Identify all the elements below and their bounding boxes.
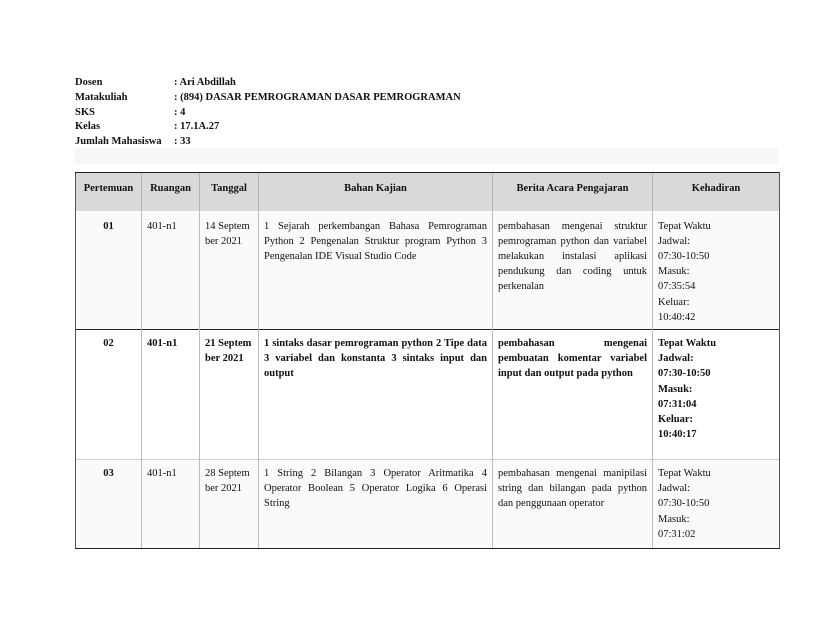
jumlah-mahasiswa-label: Jumlah Mahasiswa — [75, 136, 162, 148]
dosen-label: Dosen — [75, 77, 103, 88]
tanggal-cell: 21 September 2021 — [200, 330, 259, 460]
masuk-value: 07:31:02 — [658, 528, 696, 540]
teaching-record-table — [75, 172, 780, 549]
jadwal-label: Jadwal: — [658, 483, 691, 495]
kehadiran-status: Tepat Waktu — [658, 338, 717, 349]
ruangan-cell: 401-n1 — [142, 211, 200, 330]
keluar-value: 10:40:17 — [658, 429, 697, 441]
masuk-value: 07:35:54 — [658, 281, 696, 293]
keluar-label: Keluar: — [658, 414, 693, 426]
kehadiran-cell — [653, 460, 780, 549]
tanggal-cell: 28 September 2021 — [200, 460, 259, 549]
dosen-value: : Ari Abdillah — [174, 77, 236, 88]
kehadiran-cell — [653, 330, 780, 460]
info-divider-band — [75, 148, 778, 164]
info-row-kelas — [75, 120, 461, 135]
jadwal-label: Jadwal: — [658, 353, 694, 365]
kelas-label: Kelas — [75, 121, 101, 133]
info-row-matakuliah — [75, 91, 461, 106]
berita-acara-cell: pembahasan mengenai struktur pemrograman python dan variabel melakukan instalasi aplikasi pendukung dan coding untuk perkenalan — [493, 211, 653, 330]
table-row — [76, 330, 780, 460]
header-kehadiran: Kehadiran — [653, 173, 780, 211]
table-row — [76, 460, 780, 549]
info-row-sks — [75, 106, 461, 121]
jadwal-value: 07:30-10:50 — [658, 368, 711, 380]
header-bahan-kajian: Bahan Kajian — [259, 173, 493, 211]
ruangan-cell: 401-n1 — [142, 460, 200, 549]
bahan-kajian-cell: 1 sintaks dasar pemrograman python 2 Tipe data 3 variabel dan konstanta 3 sintaks input dan output — [259, 330, 493, 460]
berita-acara-cell: pembahasan mengenai manipilasi string dan bilangan pada python dan penggunaan operator — [493, 460, 653, 549]
pertemuan-cell: 01 — [76, 211, 142, 330]
kehadiran-status: Tepat Waktu — [658, 220, 711, 232]
jumlah-mahasiswa-value: : 33 — [174, 136, 191, 148]
matakuliah-label: Matakuliah — [75, 91, 128, 103]
matakuliah-value: : (894) DASAR PEMROGRAMAN DASAR PEMROGRAMAN — [174, 91, 461, 103]
header-tanggal: Tanggal — [200, 173, 259, 211]
ruangan-cell: 401-n1 — [142, 330, 200, 460]
pertemuan-cell: 03 — [76, 460, 142, 549]
masuk-label: Masuk: — [658, 266, 690, 278]
tanggal-cell: 14 September 2021 — [200, 211, 259, 330]
kehadiran-status: Tepat Waktu — [658, 468, 711, 479]
header-ruangan: Ruangan — [142, 173, 200, 211]
masuk-label: Masuk: — [658, 513, 690, 525]
table-row — [76, 211, 780, 330]
berita-acara-cell: pembahasan mengenai pembuatan komentar variabel input dan output pada python — [493, 330, 653, 460]
sks-value: : 4 — [174, 106, 186, 118]
jadwal-value: 07:30-10:50 — [658, 250, 710, 262]
jadwal-value: 07:30-10:50 — [658, 498, 710, 510]
masuk-value: 07:31:04 — [658, 398, 697, 410]
course-info — [75, 76, 461, 150]
pertemuan-cell: 02 — [76, 330, 142, 460]
kelas-value: : 17.1A.27 — [174, 121, 220, 133]
header-berita-acara: Berita Acara Pengajaran — [493, 173, 653, 211]
bahan-kajian-cell: 1 Sejarah perkembangan Bahasa Pemrograman Python 2 Pengenalan Struktur program Python 3 Pengenalan IDE Visual Studio Code — [259, 211, 493, 330]
sks-label: SKS — [75, 106, 95, 118]
info-row-dosen — [75, 76, 461, 91]
kehadiran-cell — [653, 211, 780, 330]
masuk-label: Masuk: — [658, 383, 693, 395]
jadwal-label: Jadwal: — [658, 235, 691, 247]
table-header-row — [76, 173, 780, 211]
keluar-value: 10:40:42 — [658, 311, 696, 323]
bahan-kajian-cell: 1 String 2 Bilangan 3 Operator Aritmatika 4 Operator Boolean 5 Operator Logika 6 Operasi String — [259, 460, 493, 549]
keluar-label: Keluar: — [658, 296, 690, 308]
header-pertemuan: Pertemuan — [76, 173, 142, 211]
